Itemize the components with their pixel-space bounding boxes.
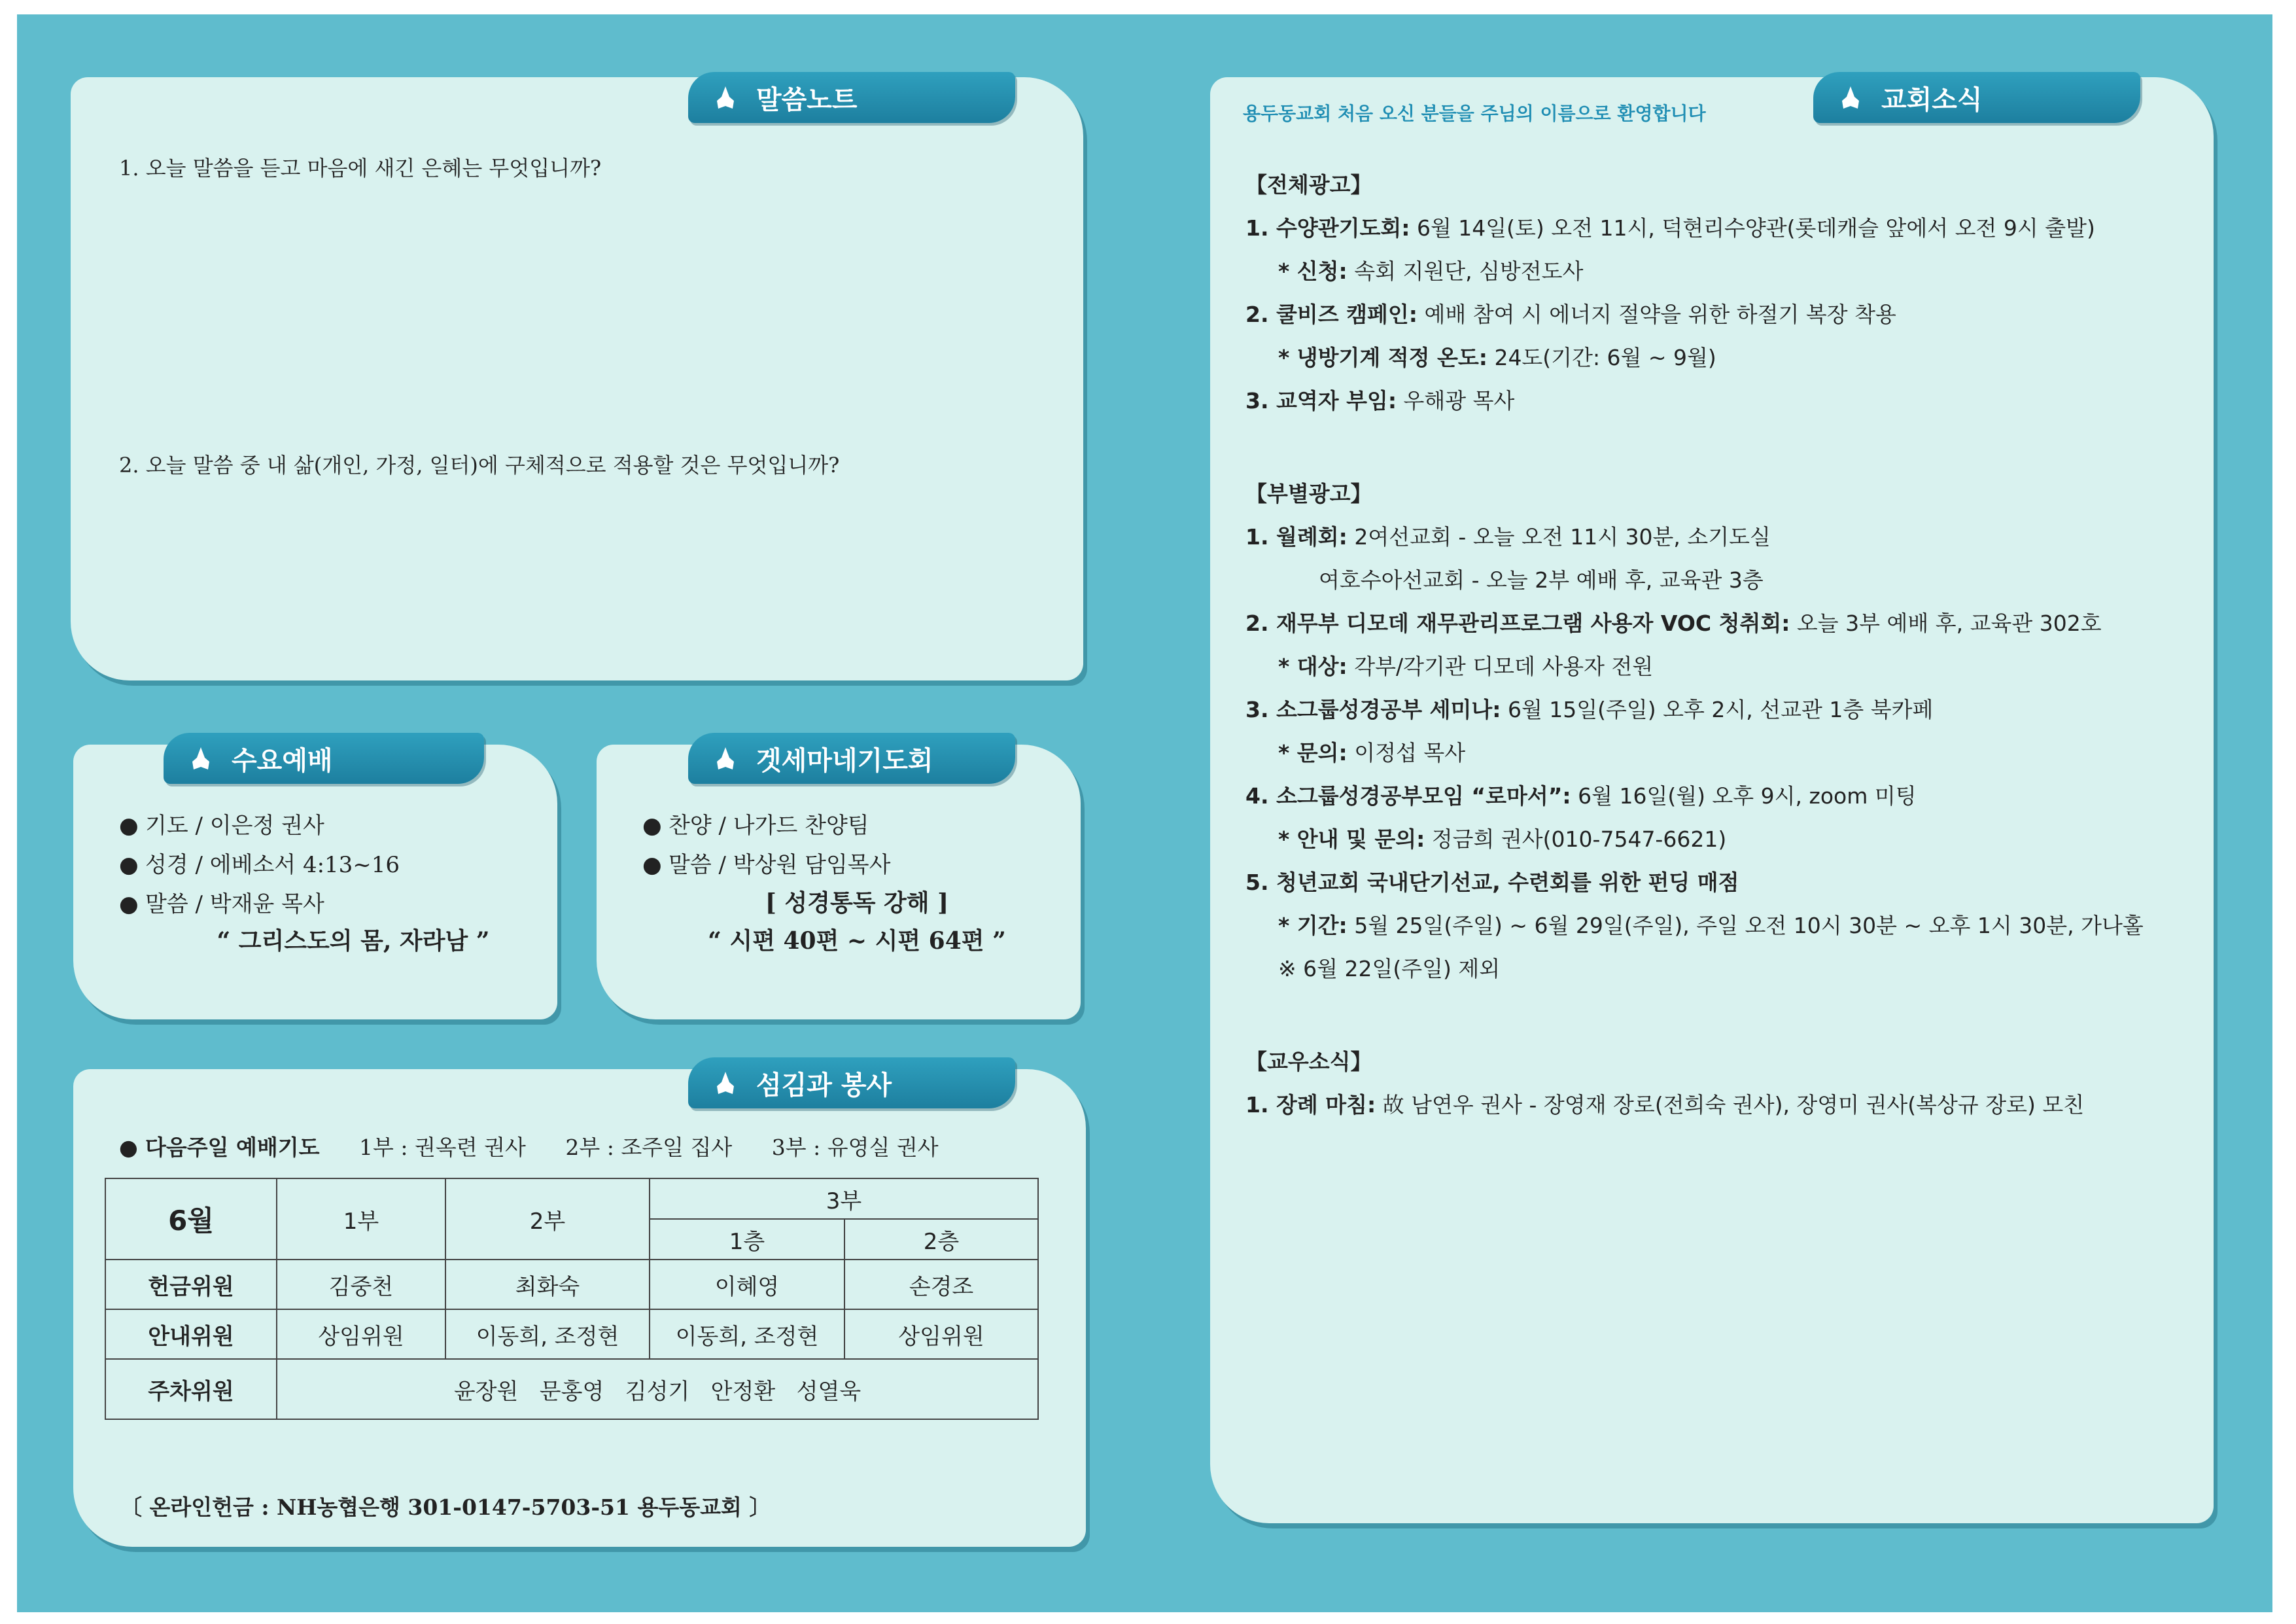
notice-text: 오늘 3부 예배 후, 교육관 302호 xyxy=(1790,610,2102,636)
gethsemane-title: 겟세마네기도회 xyxy=(756,745,933,776)
table-cell: 최화숙 xyxy=(445,1260,650,1309)
notice-item xyxy=(1278,732,1465,775)
next-sunday-prayer-label: 다음주일 예배기도 xyxy=(145,1135,320,1160)
wednesday-service-tab xyxy=(164,733,484,784)
notice-item xyxy=(1245,516,1771,559)
notice-text: 각부/각기관 디모데 사용자 전원 xyxy=(1347,654,1654,679)
notice-text: 6월 14일(토) 오전 11시, 덕현리수양관(롯데캐슬 앞에서 오전 9시 출발) xyxy=(1410,215,2095,241)
notice-item xyxy=(1319,559,1764,602)
wednesday-sermon-title: “ 그리스도의 몸, 자라남 ” xyxy=(217,927,490,955)
notice-item xyxy=(1245,775,1917,818)
notice-text: 우해광 목사 xyxy=(1397,388,1515,414)
notice-item xyxy=(1278,250,1583,293)
notice-item xyxy=(1278,947,1500,991)
notice-label: 4. 소그룹성경공부모임 “로마서”: xyxy=(1245,783,1571,809)
notice-item xyxy=(1278,645,1653,688)
notice-item xyxy=(1278,818,1726,861)
dept-notice-heading: 【부별광고】 xyxy=(1245,481,1372,506)
table-col-3: 3부 xyxy=(650,1178,1038,1219)
notice-label: 1. 수양관기도회: xyxy=(1245,215,1410,241)
row-label: 안내위원 xyxy=(105,1309,277,1359)
table-row xyxy=(105,1359,1038,1419)
table-col-3-floor-1: 1층 xyxy=(650,1219,844,1260)
notice-text: 이정섭 목사 xyxy=(1347,740,1466,766)
notice-label: * 대상: xyxy=(1278,654,1348,679)
table-cell: 이동희, 조정현 xyxy=(650,1309,844,1359)
notice-label: 2. 재무부 디모데 재무관리프로그램 사용자 VOC 청취회: xyxy=(1245,610,1790,636)
gethsemane-item-2: ● 말씀 / 박상원 담임목사 xyxy=(642,852,891,878)
notice-item xyxy=(1245,688,1933,732)
gethsemane-item-1-text: 찬양 / 나가드 찬양팀 xyxy=(669,813,869,839)
table-cell: 이동희, 조정현 xyxy=(445,1309,650,1359)
table-row xyxy=(105,1260,1038,1309)
notice-label: 1. 월례회: xyxy=(1245,524,1348,550)
table-month: 6월 xyxy=(105,1178,277,1260)
prayer-service-1: 1부 : 권옥련 권사 xyxy=(359,1135,526,1160)
praying-hands-icon xyxy=(184,742,217,775)
notice-label: 2. 쿨비즈 캠페인: xyxy=(1245,302,1418,327)
member-notice-heading: 【교우소식】 xyxy=(1245,1049,1372,1074)
row-label: 주차위원 xyxy=(105,1359,277,1419)
notice-label: 3. 교역자 부임: xyxy=(1245,388,1397,414)
next-sunday-prayer: ● 다음주일 예배기도 1부 : 권옥련 권사 2부 : 조주일 집사 3부 : 유영실 권사 xyxy=(119,1135,939,1160)
online-offering: 〔 온라인헌금 : NH농협은행 301-0147-5703-51 용두동교회 〕 xyxy=(120,1494,771,1520)
gethsemane-scripture: “ 시편 40편 ~ 시편 64편 ” xyxy=(708,927,1006,955)
notice-item xyxy=(1278,336,1716,380)
prayer-service-3: 3부 : 유영실 권사 xyxy=(771,1135,939,1160)
notice-text: 6월 16일(월) 오후 9시, zoom 미팅 xyxy=(1571,783,1917,809)
sermon-note-title: 말씀노트 xyxy=(756,84,858,115)
row-label: 헌금위원 xyxy=(105,1260,277,1309)
notice-text: 예배 참여 시 에너지 절약을 위한 하절기 복장 착용 xyxy=(1417,302,1896,327)
notice-item xyxy=(1278,904,2144,947)
notice-item xyxy=(1245,293,1896,336)
table-cell: 이혜영 xyxy=(650,1260,844,1309)
service-duty-table xyxy=(105,1178,1039,1420)
table-cell: 손경조 xyxy=(844,1260,1038,1309)
gethsemane-item-1: ● 찬양 / 나가드 찬양팀 xyxy=(642,813,869,839)
notice-label: 3. 소그룹성경공부 세미나: xyxy=(1245,697,1501,722)
praying-hands-icon xyxy=(709,81,742,114)
notice-item xyxy=(1245,602,2102,645)
notice-label: * 안내 및 문의: xyxy=(1278,826,1425,852)
table-cell: 상임위원 xyxy=(844,1309,1038,1359)
table-col-2: 2부 xyxy=(445,1178,650,1260)
notice-text: 여호수아선교회 - 오늘 2부 예배 후, 교육관 3층 xyxy=(1319,567,1764,593)
all-notice-heading: 【전체광고】 xyxy=(1245,172,1372,198)
notice-label: * 냉방기계 적정 온도: xyxy=(1278,345,1487,370)
notice-text: 24도(기간: 6월 ~ 9월) xyxy=(1487,345,1716,370)
notice-text: ※ 6월 22일(주일) 제외 xyxy=(1278,956,1501,981)
wednesday-item-2: ● 성경 / 에베소서 4:13~16 xyxy=(119,852,400,878)
welcome-message: 용두동교회 처음 오신 분들을 주님의 이름으로 환영합니다 xyxy=(1243,103,1706,124)
wednesday-item-1-text: 기도 / 이은정 권사 xyxy=(145,813,324,839)
notice-item xyxy=(1245,207,2095,250)
table-cell: 김중천 xyxy=(277,1260,445,1309)
table-cell: 상임위원 xyxy=(277,1309,445,1359)
sermon-question-1: 1. 오늘 말씀을 듣고 마음에 새긴 은혜는 무엇입니까? xyxy=(119,156,602,181)
gethsemane-item-2-text: 말씀 / 박상원 담임목사 xyxy=(669,852,891,878)
table-col-3-floor-2: 2층 xyxy=(844,1219,1038,1260)
praying-hands-icon xyxy=(1834,81,1867,114)
notice-item xyxy=(1245,1084,2084,1127)
notice-label: * 기간: xyxy=(1278,913,1348,938)
praying-hands-icon xyxy=(709,742,742,775)
service-duty-title: 섬김과 봉사 xyxy=(756,1070,892,1101)
church-news-tab xyxy=(1813,72,2140,123)
church-news-title: 교회소식 xyxy=(1881,84,1983,115)
notice-text: 故 남연우 권사 - 장영재 장로(전희숙 권사), 장영미 권사(복상규 장로) 모친 xyxy=(1376,1092,2085,1118)
table-col-1: 1부 xyxy=(277,1178,445,1260)
notice-text: 속회 지원단, 심방전도사 xyxy=(1347,258,1584,284)
praying-hands-icon xyxy=(709,1067,742,1099)
church-news-list xyxy=(1245,164,2187,1145)
sermon-note-tab xyxy=(688,72,1015,123)
notice-text: 5월 25일(주일) ~ 6월 29일(주일), 주일 오전 10시 30분 ~ 오후 1시 30분, 가나홀 xyxy=(1347,913,2144,938)
notice-item xyxy=(1245,380,1514,423)
notice-label: * 문의: xyxy=(1278,740,1348,766)
table-cell: 윤장원 문홍영 김성기 안정환 성열욱 xyxy=(277,1359,1038,1419)
service-duty-tab xyxy=(688,1057,1015,1108)
gethsemane-tab xyxy=(688,733,1015,784)
wednesday-item-2-text: 성경 / 에베소서 4:13~16 xyxy=(145,852,400,878)
wednesday-item-1: ● 기도 / 이은정 권사 xyxy=(119,813,324,839)
notice-text: 6월 15일(주일) 오후 2시, 선교관 1층 북카페 xyxy=(1501,697,1934,722)
notice-item xyxy=(1245,861,1739,904)
notice-text: 정금희 권사(010-7547-6621) xyxy=(1425,826,1727,852)
wednesday-item-3-text: 말씀 / 박재윤 목사 xyxy=(145,891,324,917)
gethsemane-subtitle: [ 성경통독 강해 ] xyxy=(765,889,949,917)
notice-label: 1. 장례 마침: xyxy=(1245,1092,1376,1118)
prayer-service-2: 2부 : 조주일 집사 xyxy=(565,1135,733,1160)
wednesday-service-title: 수요예배 xyxy=(232,745,333,776)
notice-text: 2여선교회 - 오늘 오전 11시 30분, 소기도실 xyxy=(1347,524,1771,550)
notice-label: * 신청: xyxy=(1278,258,1348,284)
table-row xyxy=(105,1309,1038,1359)
notice-label: 5. 청년교회 국내단기선교, 수련회를 위한 펀딩 매점 xyxy=(1245,870,1739,895)
wednesday-item-3: ● 말씀 / 박재윤 목사 xyxy=(119,891,324,917)
sermon-question-2: 2. 오늘 말씀 중 내 삶(개인, 가정, 일터)에 구체적으로 적용할 것은 무엇입니까? xyxy=(119,453,840,478)
